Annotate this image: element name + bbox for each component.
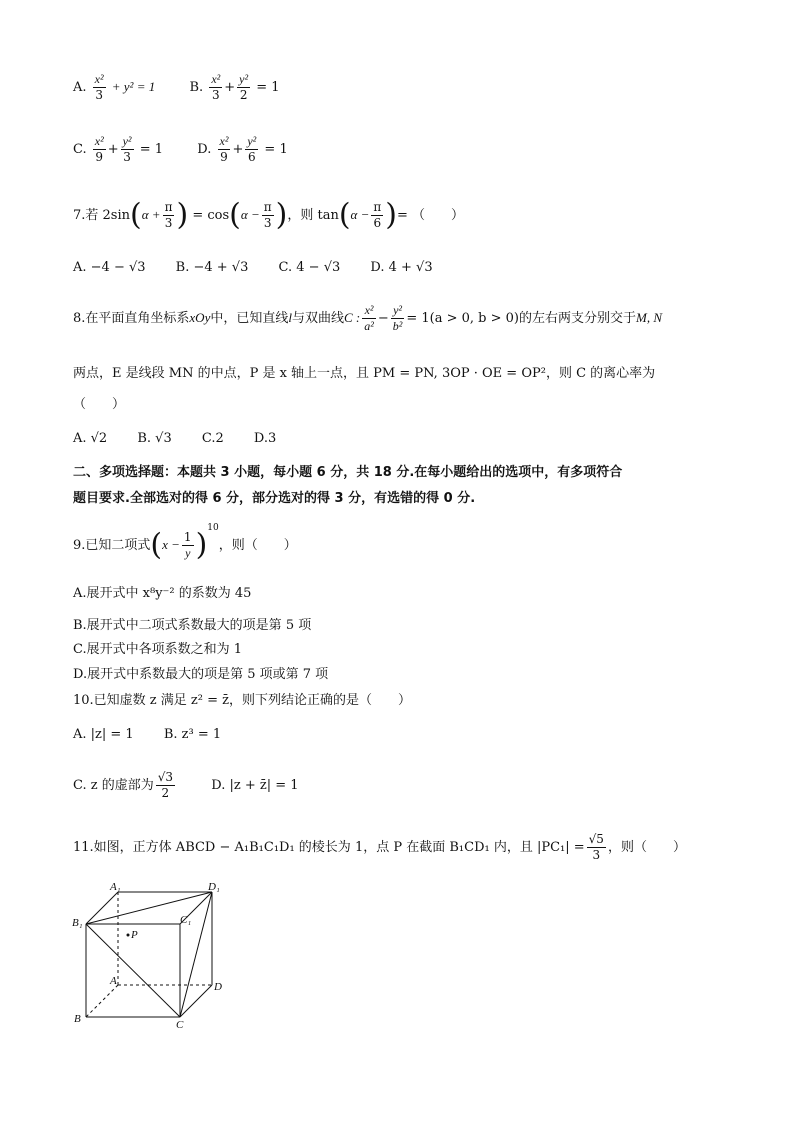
q8-option-a[interactable]: A. √2: [73, 431, 108, 446]
label-a: A: [110, 975, 117, 987]
q11-stem: 11.如图，正方体 ABCD − A₁B₁C₁D₁ 的棱长为 1，点 P 在截面 B₁CD₁ 内，且 |PC₁| = $\frac{√5}{3}$ ，则（ ）: [73, 832, 686, 862]
q10-option-c[interactable]: C. z 的虚部为 $\frac{√3}{2}$: [73, 770, 174, 800]
q6-option-c[interactable]: C. $\frac{\text{x²}}{9}$ + $\frac{\text{y²}}{3}$ = 1: [73, 134, 163, 164]
q8-stem-line2: 两点，E 是线段 MN 的中点，P 是 x 轴上一点，且 PM = PN, 3OP · OE = OP²，则 C 的离心率为: [73, 366, 656, 381]
q9-option-c[interactable]: C.展开式中各项系数之和为 1: [73, 642, 243, 657]
label-p: P: [131, 929, 138, 941]
q8-stem-line3: （ ）: [73, 397, 126, 412]
q10-row-ab: [73, 726, 221, 744]
cube-figure: [70, 882, 250, 1032]
q7-option-a[interactable]: A. −4 − √3: [73, 260, 146, 275]
q7-stem: 7.若 2sin(α + $\frac{\pi}{3}$ ) = cos(α − $\frac{\pi}{3}$ )，则 tan(α − $\frac{\pi}{6}$ )= （ ）: [73, 197, 465, 233]
label-a1: A₁: [110, 882, 121, 893]
q10-stem: 10.已知虚数 z 满足 z² = z̄，则下列结论正确的是（ ）: [73, 693, 411, 708]
q10-option-a[interactable]: A. |z| = 1: [73, 727, 134, 742]
q7-option-d[interactable]: D. 4 + √3: [370, 260, 433, 275]
label-b: B: [74, 1013, 81, 1025]
q7-options: [73, 259, 433, 277]
q9-stem: 9.已知二项式(x − $\frac{1}{y}$ )$^{10}$，则（ ）: [73, 522, 297, 563]
q6-row-cd: [73, 134, 288, 165]
q8-stem-line1: 8.在平面直角坐标系xOy中，已知直线l与双曲线C : $\frac{\text{x²}}{\text{a²}}$ − $\frac{\text{y²}}{\text{b²}}$ = 1(a > 0, b > 0)的左右两支分别交于M, N: [73, 303, 663, 333]
q9-option-a[interactable]: A.展开式中 x⁸y⁻² 的系数为 45: [73, 586, 252, 601]
section2-heading-line1: 二、多项选择题：本题共 3 小题，每小题 6 分，共 18 分.在每小题给出的选项中，有多项符合: [73, 465, 623, 480]
q6-option-d[interactable]: D. $\frac{\text{x²}}{9}$ + $\frac{\text{y²}}{6}$ = 1: [197, 134, 288, 164]
q9-option-b[interactable]: B.展开式中二项式系数最大的项是第 5 项: [73, 618, 312, 633]
label-c: C: [176, 1019, 184, 1031]
label-c1: C₁: [180, 914, 192, 926]
label-d1: D₁: [208, 882, 220, 893]
q7-option-b[interactable]: B. −4 + √3: [175, 260, 249, 275]
label-d: D: [214, 981, 222, 993]
q6-row-ab: [73, 72, 280, 103]
q7-option-c[interactable]: C. 4 − √3: [278, 260, 341, 275]
section2-heading-line2: 题目要求.全部选对的得 6 分，部分选对的得 3 分，有选错的得 0 分.: [73, 491, 476, 506]
q8-option-d[interactable]: D.3: [253, 431, 277, 446]
q8-option-b[interactable]: B. √3: [137, 431, 172, 446]
q10-option-d[interactable]: D. |z + z̄| = 1: [211, 778, 299, 793]
q8-option-c[interactable]: C.2: [201, 431, 224, 446]
q6-option-b[interactable]: B. $\frac{\text{x²}}{3}$ + $\frac{\text{y²}}{2}$ = 1: [189, 72, 280, 102]
q10-row-cd: [73, 770, 299, 801]
point-p-marker: [127, 934, 130, 937]
q9-option-d[interactable]: D.展开式中系数最大的项是第 5 项或第 7 项: [73, 667, 329, 682]
q6-option-a[interactable]: A. $\frac{\text{x²}}{3}$ + y² = 1: [73, 72, 156, 102]
q10-option-b[interactable]: B. z³ = 1: [163, 727, 222, 742]
label-b1: B₁: [72, 917, 83, 929]
q8-options: [73, 430, 276, 448]
